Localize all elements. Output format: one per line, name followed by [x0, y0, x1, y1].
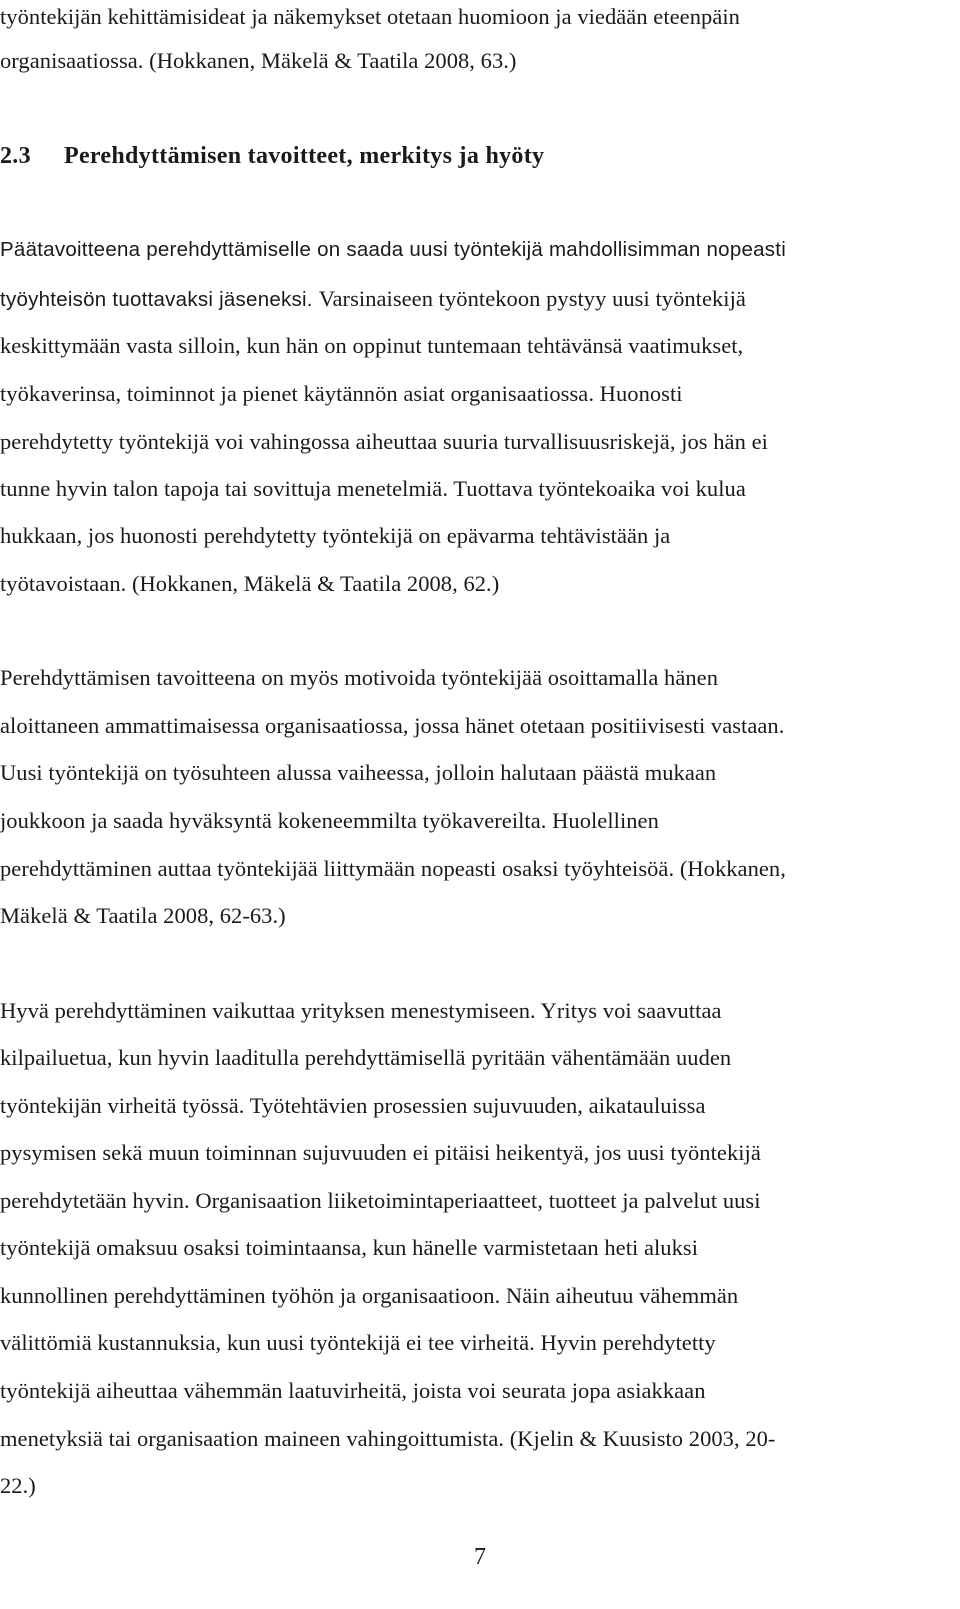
paragraph-line: Perehdyttämisen tavoitteena on myös motivoida työntekijää osoittamalla hänen: [0, 665, 718, 690]
paragraph-segment: työkaverinsa, toiminnot ja pienet käytännön asiat organisaatiossa.: [0, 381, 600, 406]
paragraph-line: työntekijä aiheuttaa vähemmän laatuvirheitä, joista voi seurata jopa asiakkaan: [0, 1378, 706, 1403]
paragraph-line: perehdytetty työntekijä voi vahingossa aiheuttaa suuria turvallisuusriskejä, jos hän ei: [0, 429, 768, 454]
paragraph-line: 22.): [0, 1473, 36, 1498]
paragraph-line: [0, 474, 746, 504]
paragraph-line: työntekijä omaksuu osaksi toimintaansa, kun hänelle varmistetaan heti aluksi: [0, 1235, 699, 1260]
paragraph-line: menetyksiä tai organisaation maineen vahingoittumista. (Kjelin & Kuusisto 2003, 20-: [0, 1426, 776, 1451]
paragraph-segment: Huonosti: [599, 381, 683, 406]
paragraph-line: työtavoistaan. (Hokkanen, Mäkelä & Taatila 2008, 62.): [0, 571, 500, 596]
intro-line-2: organisaatiossa. (Hokkanen, Mäkelä & Taatila 2008, 63.): [0, 48, 517, 73]
paragraph-line: kunnollinen perehdyttäminen työhön ja organisaatioon. Näin aiheutuu vähemmän: [0, 1283, 739, 1308]
page-number: 7: [474, 1544, 486, 1570]
paragraph-line: työntekijän virheitä työssä. Työtehtävien prosessien sujuvuuden, aikatauluissa: [0, 1093, 706, 1118]
paragraph-segment: tunne hyvin talon tapoja tai sovittuja menetelmiä.: [0, 476, 454, 501]
paragraph-line: kilpailuetua, kun hyvin laaditulla perehdyttämisellä pyritään vähentämään uuden: [0, 1045, 732, 1070]
paragraph-line: perehdyttäminen auttaa työntekijää liittymään nopeasti osaksi työyhteisöä. (Hokkanen,: [0, 856, 786, 881]
section-heading: [0, 141, 544, 171]
paragraph-line: [0, 379, 683, 409]
paragraph-line: joukkoon ja saada hyväksyntä kokeneemmilta työkavereilta. Huolellinen: [0, 808, 659, 833]
paragraph-line: välittömiä kustannuksia, kun uusi työntekijä ei tee virheitä. Hyvin perehdytetty: [0, 1330, 716, 1355]
paragraph-line: Päätavoitteena perehdyttämiselle on saada uusi työntekijä mahdollisimman nopeasti: [0, 238, 787, 261]
paragraph-line: perehdytetään hyvin. Organisaation liiketoimintaperiaatteet, tuotteet ja palvelut uusi: [0, 1188, 761, 1213]
paragraph-line: [0, 284, 746, 315]
section-number: 2.3: [0, 143, 31, 169]
section-title: Perehdyttämisen tavoitteet, merkitys ja hyöty: [64, 143, 545, 169]
paragraph-line: Hyvä perehdyttäminen vaikuttaa yrityksen menestymiseen. Yritys voi saavuttaa: [0, 998, 722, 1023]
intro-line-1: työntekijän kehittämisideat ja näkemykset otetaan huomioon ja viedään eteenpäin: [0, 4, 740, 29]
paragraph-segment: Tuottava työntekoaika voi kulua: [453, 476, 746, 501]
paragraph-line: hukkaan, jos huonosti perehdytetty työntekijä on epävarma tehtävistään ja: [0, 523, 671, 548]
paragraph-line: pysymisen sekä muun toiminnan sujuvuuden ei pitäisi heikentyä, jos uusi työntekijä: [0, 1140, 761, 1165]
paragraph-line: Mäkelä & Taatila 2008, 62-63.): [0, 903, 286, 928]
paragraph-line: keskittymään vasta silloin, kun hän on oppinut tuntemaan tehtävänsä vaatimukset,: [0, 333, 744, 358]
paragraph-line: aloittaneen ammattimaisessa organisaatiossa, jossa hänet otetaan positiivisesti vastaan.: [0, 713, 785, 738]
paragraph-line: Uusi työntekijä on työsuhteen alussa vaiheessa, jolloin halutaan päästä mukaan: [0, 760, 717, 785]
paragraph-segment: Varsinaiseen työntekoon pystyy uusi työntekijä: [318, 286, 746, 311]
paragraph-segment: työyhteisön tuottavaksi jäseneksi.: [0, 288, 319, 311]
